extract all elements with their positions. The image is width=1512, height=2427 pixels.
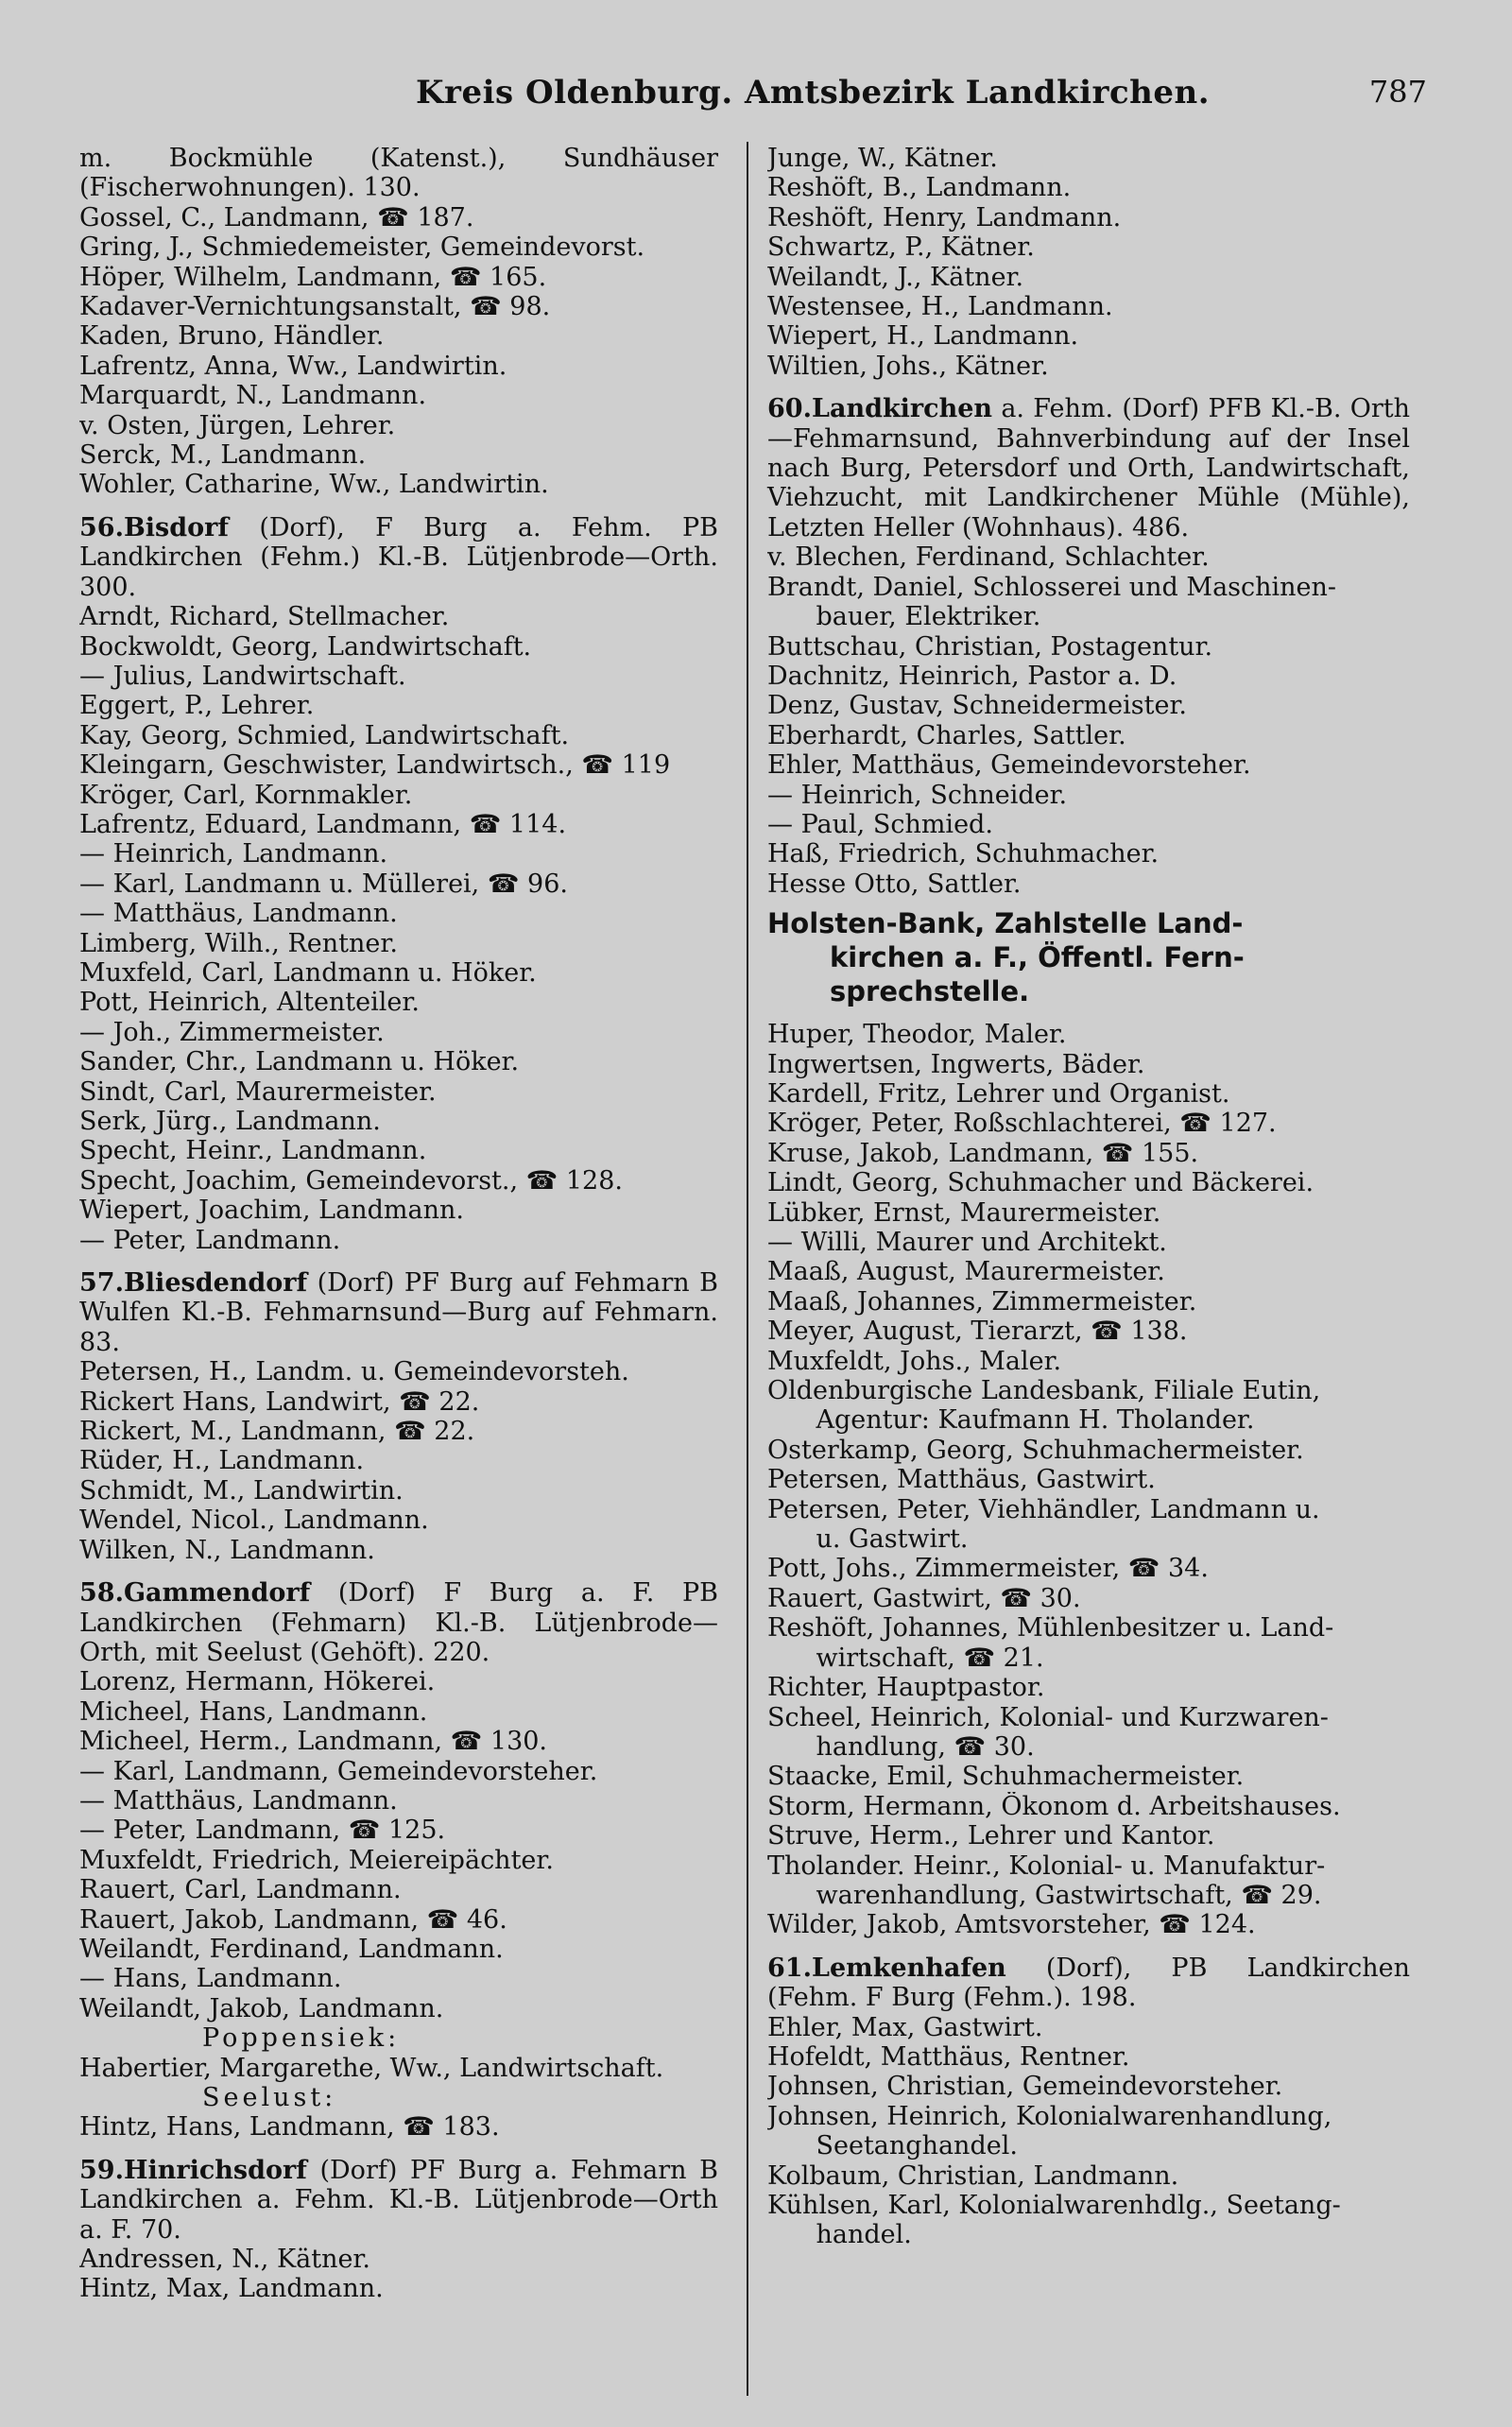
- locality-heading: [767, 394, 1410, 542]
- directory-entry: Sander, Chr., Landmann u. Höker.: [79, 1047, 520, 1077]
- directory-entry: Eggert, P., Lehrer.: [79, 691, 315, 721]
- directory-entry: handlung, ☎ 30.: [767, 1731, 1035, 1762]
- directory-entry: Pott, Johs., Zimmermeister, ☎ 34.: [767, 1554, 1209, 1584]
- directory-entry: Reshöft, Henry, Landmann.: [767, 202, 1122, 232]
- directory-entry: — Paul, Schmied.: [767, 809, 993, 839]
- directory-entry: Höper, Wilhelm, Landmann, ☎ 165.: [79, 262, 547, 292]
- directory-entry: Hofeldt, Matthäus, Rentner.: [767, 2041, 1130, 2072]
- directory-entry: Specht, Joachim, Gemeindevorst., ☎ 128.: [79, 1165, 623, 1196]
- directory-entry: Sindt, Carl, Maurermeister.: [79, 1076, 437, 1107]
- locality-number: 58.: [79, 1578, 124, 1609]
- directory-entry: — Joh., Zimmermeister.: [79, 1017, 385, 1047]
- directory-entry: Wilder, Jakob, Amtsvorsteher, ☎ 124.: [767, 1910, 1256, 1940]
- directory-entry: Wendel, Nicol., Landmann.: [79, 1506, 429, 1536]
- directory-entry: handel.: [767, 2220, 912, 2250]
- section-gap: [79, 1255, 718, 1268]
- bank-notice: [767, 899, 1410, 1020]
- page-header: [76, 74, 1436, 121]
- directory-entry: Rickert, M., Landmann, ☎ 22.: [79, 1417, 475, 1447]
- directory-entry: Kleingarn, Geschwister, Landwirtsch., ☎ 119: [79, 750, 671, 781]
- directory-entry: Schmidt, M., Landwirtin.: [79, 1475, 404, 1506]
- directory-entry: Hintz, Max, Landmann.: [79, 2274, 384, 2304]
- directory-entry: Muxfeld, Carl, Landmann u. Höker.: [79, 957, 537, 988]
- directory-entry: Lübker, Ernst, Maurermeister.: [767, 1197, 1161, 1228]
- directory-entry: Schwartz, P., Kätner.: [767, 232, 1035, 263]
- directory-entry: Kaden, Bruno, Händler.: [79, 321, 385, 352]
- directory-entry: Hintz, Hans, Landmann, ☎ 183.: [79, 2112, 500, 2143]
- directory-entry: Agentur: Kaufmann H. Tholander.: [767, 1405, 1255, 1436]
- directory-entry: Lorenz, Hermann, Hökerei.: [79, 1667, 436, 1697]
- directory-entry: v. Blechen, Ferdinand, Schlachter.: [767, 542, 1210, 573]
- directory-entry: Westensee, H., Landmann.: [767, 292, 1113, 322]
- directory-entry: Kühlsen, Karl, Kolonialwarenhdlg., Seetang-: [767, 2191, 1341, 2220]
- section-gap: [79, 2143, 718, 2156]
- directory-entry: Weilandt, Ferdinand, Landmann.: [79, 1934, 504, 1964]
- directory-entry: — Peter, Landmann, ☎ 125.: [79, 1816, 446, 1846]
- directory-entry: — Heinrich, Schneider.: [767, 780, 1068, 810]
- directory-entry: Petersen, H., Landm. u. Gemeindevorsteh.: [79, 1357, 629, 1387]
- directory-entry: Serck, M., Landmann.: [79, 440, 367, 471]
- locality-heading: [79, 513, 718, 602]
- directory-entry: Maaß, August, Maurermeister.: [767, 1257, 1165, 1287]
- directory-entry: Kadaver-Vernichtungsanstalt, ☎ 98.: [79, 292, 551, 322]
- locality-number: 56.: [79, 512, 124, 542]
- section-gap: [767, 381, 1410, 394]
- locality-name: Landkirchen: [811, 394, 993, 424]
- directory-entry: Micheel, Hans, Landmann.: [79, 1696, 428, 1727]
- directory-entry: Gring, J., Schmiedemeister, Gemeindevorst.: [79, 232, 645, 263]
- section-gap: [767, 1940, 1410, 1954]
- locality-heading: [767, 1954, 1410, 2013]
- directory-entry: Specht, Heinr., Landmann.: [79, 1136, 427, 1166]
- directory-entry: Kardell, Fritz, Lehrer und Organist.: [767, 1078, 1230, 1109]
- locality-description: (Dorf), F Burg a. Fehm. PB Landkirchen (Fehm.) Kl.-B. Lütjenbrode—Orth. 300.: [79, 512, 718, 602]
- directory-entry: — Julius, Landwirtschaft.: [79, 661, 406, 691]
- left-column: [79, 144, 718, 2304]
- directory-entry: Limberg, Wilh., Rentner.: [79, 928, 398, 958]
- directory-entry: Petersen, Matthäus, Gastwirt.: [767, 1465, 1156, 1495]
- column-divider: [747, 142, 748, 2396]
- locality-number: 61.: [767, 1953, 812, 1983]
- locality-description: (Dorf) F Burg a. F. PB Landkirchen (Fehmarn) Kl.-B. Lütjenbrode—Orth, mit Seelust (Gehöft). 220.: [79, 1578, 718, 1667]
- bank-notice-line: Holsten-Bank, Zahlstelle Land-: [767, 907, 1244, 940]
- directory-entry: — Matthäus, Landmann.: [79, 1785, 398, 1816]
- directory-entry: Habertier, Margarethe, Ww., Landwirtschaft.: [79, 2053, 664, 2083]
- page-number: 787: [1368, 74, 1427, 110]
- directory-entry: Buttschau, Christian, Postagentur.: [767, 631, 1213, 662]
- directory-entry: Seetanghandel.: [767, 2131, 1018, 2161]
- directory-entry: Bockwoldt, Georg, Landwirtschaft.: [79, 631, 532, 662]
- sub-locality-label: Seelust:: [202, 2083, 337, 2112]
- directory-entry: Tholander. Heinr., Kolonial- u. Manufaktur-: [767, 1850, 1326, 1881]
- locality-heading: [79, 1268, 718, 1357]
- directory-entry: Lindt, Georg, Schuhmacher und Bäckerei.: [767, 1168, 1314, 1198]
- locality-heading: [79, 1578, 718, 1667]
- directory-entry: Wiepert, H., Landmann.: [767, 321, 1079, 352]
- directory-entry: wirtschaft, ☎ 21.: [767, 1643, 1044, 1673]
- right-column: [767, 144, 1410, 2250]
- locality-name: Hinrichsdorf: [123, 2155, 307, 2185]
- directory-entry: Denz, Gustav, Schneidermeister.: [767, 691, 1187, 721]
- section-gap: [79, 500, 718, 513]
- directory-entry: — Matthäus, Landmann.: [79, 899, 398, 929]
- directory-entry: Brandt, Daniel, Schlosserei und Maschinen-: [767, 572, 1337, 602]
- running-title: Kreis Oldenburg. Amtsbezirk Landkirchen.: [416, 74, 1211, 112]
- directory-entry: Rickert Hans, Landwirt, ☎ 22.: [79, 1386, 480, 1417]
- directory-entry: Dachnitz, Heinrich, Pastor a. D.: [767, 661, 1177, 691]
- directory-entry: Haß, Friedrich, Schuhmacher.: [767, 839, 1160, 869]
- directory-entry: Eberhardt, Charles, Sattler.: [767, 720, 1126, 750]
- directory-entry: Ehler, Matthäus, Gemeindevorsteher.: [767, 750, 1251, 781]
- locality-name: Bisdorf: [123, 512, 229, 542]
- directory-entry: Osterkamp, Georg, Schuhmachermeister.: [767, 1435, 1304, 1465]
- locality-name: Gammendorf: [123, 1578, 311, 1609]
- locality-description: (Dorf), PB Landkirchen (Fehm. F Burg (Fehm.). 198.: [767, 1953, 1410, 2013]
- directory-entry: Lafrentz, Anna, Ww., Landwirtin.: [79, 351, 507, 381]
- directory-entry: Maaß, Johannes, Zimmermeister.: [767, 1286, 1197, 1317]
- sub-locality-label: Poppensiek:: [202, 2023, 401, 2054]
- directory-entry: — Peter, Landmann.: [79, 1225, 341, 1255]
- directory-entry: Reshöft, B., Landmann.: [767, 173, 1072, 203]
- directory-entry: v. Osten, Jürgen, Lehrer.: [79, 410, 396, 440]
- directory-entry: Rauert, Gastwirt, ☎ 30.: [767, 1583, 1081, 1613]
- directory-entry: Wohler, Catharine, Ww., Landwirtin.: [79, 470, 549, 500]
- directory-entry: Wiepert, Joachim, Landmann.: [79, 1196, 464, 1226]
- locality-description: a. Fehm. (Dorf) PFB Kl.-B. Orth—Fehmarnsund, Bahnverbindung auf der Insel nach Burg, Petersdorf und Orth, Landwirtschaft, Viehzucht, mit Landkirchener Mühle (Mühle), Letzten Heller (Wohnhaus). 486.: [767, 394, 1410, 542]
- directory-entry: Lafrentz, Eduard, Landmann, ☎ 114.: [79, 809, 567, 839]
- locality-number: 60.: [767, 394, 812, 424]
- directory-entry: Petersen, Peter, Viehhändler, Landmann u.: [767, 1494, 1320, 1524]
- directory-entry: Pott, Heinrich, Altenteiler.: [79, 988, 420, 1018]
- directory-entry: Muxfeldt, Friedrich, Meiereipächter.: [79, 1845, 554, 1875]
- directory-entry: Rauert, Jakob, Landmann, ☎ 46.: [79, 1904, 507, 1935]
- directory-entry: Kay, Georg, Schmied, Landwirtschaft.: [79, 720, 570, 750]
- directory-entry: Rüder, H., Landmann.: [79, 1446, 365, 1476]
- directory-entry: Kolbaum, Christian, Landmann.: [767, 2160, 1179, 2191]
- bank-notice-line: kirchen a. F., Öffentl. Fern-: [830, 941, 1245, 974]
- directory-entry: Hesse Otto, Sattler.: [767, 869, 1022, 899]
- directory-entry: bauer, Elektriker.: [767, 602, 1041, 632]
- directory-entry: Storm, Hermann, Ökonom d. Arbeitshauses.: [767, 1791, 1341, 1821]
- directory-entry: — Hans, Landmann.: [79, 1964, 342, 1994]
- directory-entry: Kruse, Jakob, Landmann, ☎ 155.: [767, 1138, 1199, 1168]
- directory-entry: Junge, W., Kätner.: [767, 144, 998, 173]
- locality-number: 57.: [79, 1268, 124, 1299]
- locality-description: (Dorf) PF Burg a. Fehmarn B Landkirchen a. Fehm. Kl.-B. Lütjenbrode—Orth a. F. 70.: [79, 2155, 718, 2245]
- directory-entry: Marquardt, N., Landmann.: [79, 381, 427, 411]
- directory-entry: Staacke, Emil, Schuhmachermeister.: [767, 1762, 1245, 1792]
- directory-entry: Serk, Jürg., Landmann.: [79, 1107, 381, 1136]
- directory-entry: Kröger, Carl, Kornmakler.: [79, 780, 413, 810]
- directory-entry: Meyer, August, Tierarzt, ☎ 138.: [767, 1317, 1188, 1347]
- bank-notice-line: sprechstelle.: [830, 975, 1030, 1008]
- directory-entry: u. Gastwirt.: [767, 1524, 969, 1555]
- directory-entry: — Karl, Landmann, Gemeindevorsteher.: [79, 1756, 598, 1786]
- directory-entry: Wilken, N., Landmann.: [79, 1535, 375, 1565]
- directory-entry: Richter, Hauptpastor.: [767, 1673, 1045, 1703]
- directory-entry: Oldenburgische Landesbank, Filiale Eutin,: [767, 1376, 1321, 1406]
- directory-entry: Weilandt, J., Kätner.: [767, 262, 1024, 292]
- directory-entry: — Willi, Maurer und Architekt.: [767, 1228, 1167, 1257]
- directory-entry: warenhandlung, Gastwirtschaft, ☎ 29.: [767, 1880, 1322, 1910]
- directory-entry: — Heinrich, Landmann.: [79, 839, 388, 869]
- directory-entry: — Karl, Landmann u. Müllerei, ☎ 96.: [79, 869, 568, 899]
- directory-entry: Ingwertsen, Ingwerts, Bäder.: [767, 1049, 1145, 1079]
- directory-entry: Micheel, Herm., Landmann, ☎ 130.: [79, 1727, 548, 1757]
- directory-entry: Muxfeldt, Johs., Maler.: [767, 1346, 1062, 1376]
- locality-number: 59.: [79, 2155, 124, 2185]
- directory-entry: Huper, Theodor, Maler.: [767, 1020, 1067, 1050]
- directory-entry: Struve, Herm., Lehrer und Kantor.: [767, 1821, 1215, 1851]
- locality-name: Bliesdendorf: [123, 1268, 308, 1299]
- directory-entry: Ehler, Max, Gastwirt.: [767, 2012, 1043, 2042]
- locality-description: (Dorf) PF Burg auf Fehmarn B Wulfen Kl.-B. Fehmarnsund—Burg auf Fehmarn. 83.: [79, 1268, 718, 1357]
- locality-heading: [79, 2156, 718, 2245]
- directory-entry: Johnsen, Christian, Gemeindevorsteher.: [767, 2072, 1283, 2102]
- directory-entry: Reshöft, Johannes, Mühlenbesitzer u. Land-: [767, 1613, 1334, 1644]
- locality-name: Lemkenhafen: [811, 1953, 1006, 1983]
- directory-entry: Kröger, Peter, Roßschlachterei, ☎ 127.: [767, 1109, 1277, 1139]
- directory-entry: Weilandt, Jakob, Landmann.: [79, 1993, 444, 2023]
- directory-entry: Gossel, C., Landmann, ☎ 187.: [79, 202, 474, 232]
- directory-entry: Scheel, Heinrich, Kolonial- und Kurzwaren-: [767, 1702, 1329, 1732]
- section-gap: [79, 1565, 718, 1578]
- directory-entry: Wiltien, Johs., Kätner.: [767, 351, 1049, 381]
- directory-entry: Arndt, Richard, Stellmacher.: [79, 602, 450, 632]
- directory-entry: Johnsen, Heinrich, Kolonialwarenhandlung,: [767, 2101, 1332, 2131]
- entry-text: m. Bockmühle (Katenst.), Sundhäuser (Fischerwohnungen). 130.: [79, 144, 718, 203]
- directory-entry: Andressen, N., Kätner.: [79, 2245, 370, 2275]
- directory-entry: Rauert, Carl, Landmann.: [79, 1875, 402, 1905]
